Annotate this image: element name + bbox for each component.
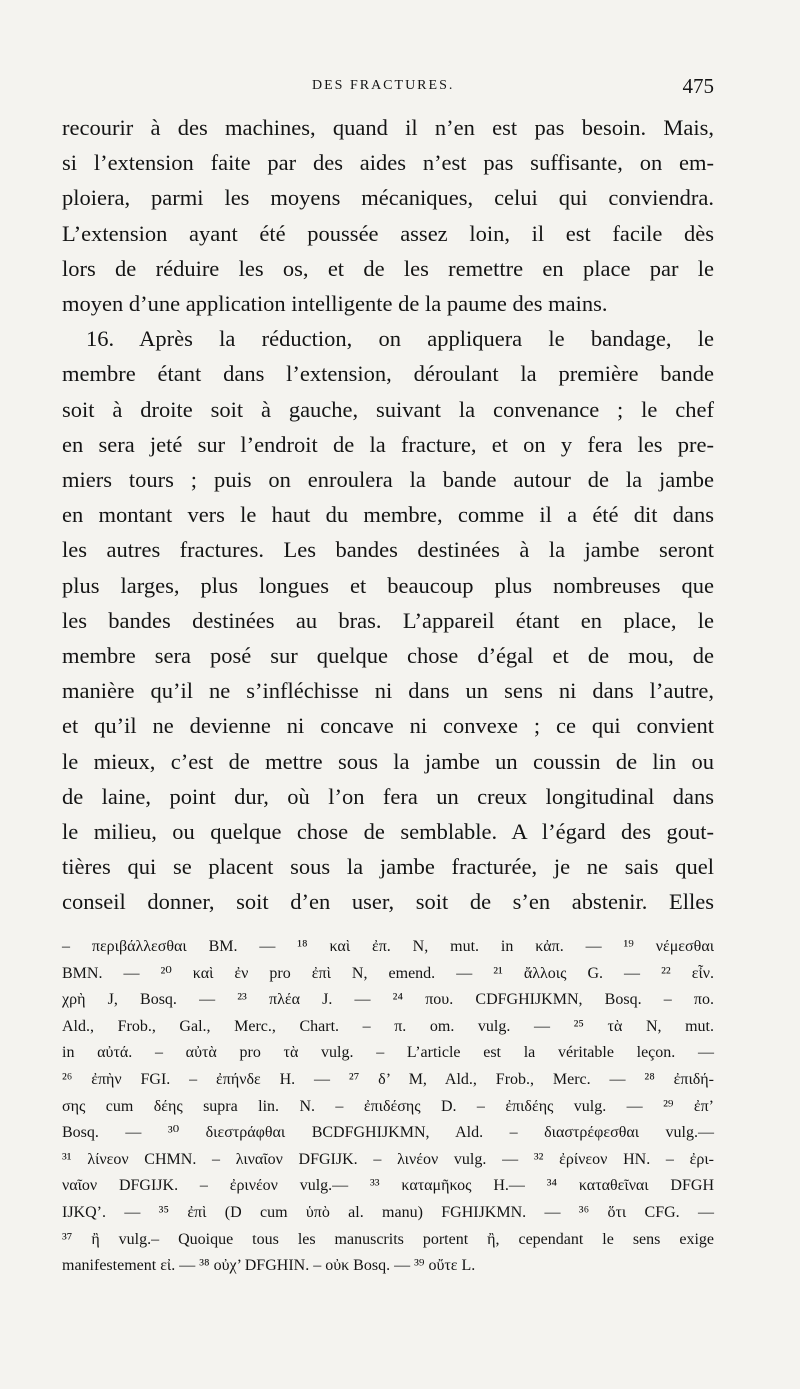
text-line: en sera jeté sur l’endroit de la fracture, et on y fera les pre- bbox=[62, 431, 714, 457]
text-line: recourir à des machines, quand il n’en est pas besoin. Mais, bbox=[62, 115, 714, 140]
text-line: en montant vers le haut du membre, comme il a été dit dans bbox=[62, 502, 714, 528]
text-line: et qu’il ne devienne ni concave ni convexe ; ce qui convient bbox=[62, 713, 714, 739]
text-line: manière qu’il ne s’infléchisse ni dans un sens ni dans l’autre, bbox=[62, 678, 714, 704]
footnote-line: – περιβάλλεσθαι BM. — ¹⁸ καὶ ἐπ. N, mut. in κἀπ. — ¹⁹ νέμεσθαι bbox=[62, 938, 714, 955]
page-number: 475 bbox=[682, 74, 714, 98]
text-line: les bandes destinées au bras. L’appareil étant en place, le bbox=[62, 607, 714, 633]
text-line: moyen d’une application intelligente de la paume des mains. bbox=[62, 291, 608, 317]
footnote-line: σης cum δέης supra lin. N. – ἐπιδέσης D. – ἐπιδέης vulg. — ²⁹ ἐπ’ bbox=[62, 1097, 714, 1115]
text-line: si l’extension faite par des aides n’est pas suffisante, on em- bbox=[62, 150, 714, 176]
footnote-line: Bosq. — ³⁰ διεστράφθαι BCDFGHIJKMN, Ald. – διαστρέφεσθαι vulg.— bbox=[62, 1124, 714, 1142]
footnote-line: ²⁶ ἐπὴν FGI. – ἐπήνδε H. — ²⁷ δ’ M, Ald., Frob., Merc. — ²⁸ ἐπιδή- bbox=[62, 1070, 714, 1088]
footnote-line: in αὐτά. – αὐτὰ pro τὰ vulg. – L’article est la véritable leçon. — bbox=[62, 1044, 714, 1062]
footnote-line: BMN. — ²⁰ καὶ ἐν pro ἐπὶ N, emend. — ²¹ ἄλλοις G. — ²² εἶν. bbox=[62, 964, 714, 982]
text-line: le milieu, ou quelque chose de semblable. A l’égard des gout- bbox=[62, 819, 714, 845]
text-line: le mieux, c’est de mettre sous la jambe un coussin de lin ou bbox=[62, 748, 714, 774]
text-line: lors de réduire les os, et de les remettre en place par le bbox=[62, 255, 714, 281]
text-line: 16. Après la réduction, on appliquera le bandage, le bbox=[86, 326, 714, 352]
text-line: les autres fractures. Les bandes destinées à la jambe seront bbox=[62, 537, 714, 563]
text-line: membre sera posé sur quelque chose d’égal et de mou, de bbox=[62, 643, 714, 669]
text-line: plus larges, plus longues et beaucoup plus nombreuses que bbox=[62, 572, 714, 598]
text-line: tières qui se placent sous la jambe fracturée, je ne sais quel bbox=[62, 854, 714, 880]
footnote-line: Ald., Frob., Gal., Merc., Chart. – π. om. vulg. — ²⁵ τὰ N, mut. bbox=[62, 1017, 714, 1035]
text-line: miers tours ; puis on enroulera la bande autour de la jambe bbox=[62, 467, 714, 493]
text-line: L’extension ayant été poussée assez loin, il est facile dès bbox=[62, 220, 714, 246]
text-line: soit à droite soit à gauche, suivant la convenance ; le chef bbox=[62, 396, 714, 422]
footnote-line: ναῖον DFGIJK. – ἐρινέον vulg.— ³³ καταμῆκος H.— ³⁴ καταθεῖναι DFGH bbox=[62, 1177, 714, 1195]
running-head bbox=[62, 76, 714, 100]
footnotes bbox=[62, 934, 714, 1280]
text-line: membre étant dans l’extension, déroulant la première bande bbox=[62, 361, 714, 387]
text-line: conseil donner, soit d’en user, soit de s’en abstenir. Elles bbox=[62, 889, 714, 915]
footnote-line: IJKQ’. — ³⁵ ἐπὶ (D cum ὑπὸ al. manu) FGHIJKMN. — ³⁶ ὅτι CFG. — bbox=[62, 1203, 714, 1221]
footnote-line: χρὴ J, Bosq. — ²³ πλέα J. — ²⁴ που. CDFGHIJKMN, Bosq. – πο. bbox=[62, 991, 714, 1009]
text-line: ploiera, parmi les moyens mécaniques, celui qui conviendra. bbox=[62, 185, 714, 211]
main-text bbox=[62, 110, 714, 920]
text-line: de laine, point dur, où l’on fera un creux longitudinal dans bbox=[62, 783, 714, 809]
footnote-line: manifestement εἰ. — ³⁸ οὐχ’ DFGHIN. – οὐκ Bosq. — ³⁹ οὔτε L. bbox=[62, 1257, 476, 1275]
footnote-line: ³¹ λίνεον CHMN. – λιναῖον DFGIJK. – λινέον vulg. — ³² ἐρίνεον HN. – ἐρι- bbox=[62, 1150, 714, 1168]
footnote-line: ³⁷ ἢ vulg.– Quoique tous les manuscrits portent ἢ, cependant le sens exige bbox=[62, 1230, 714, 1248]
running-title: DES FRACTURES. bbox=[312, 78, 455, 93]
